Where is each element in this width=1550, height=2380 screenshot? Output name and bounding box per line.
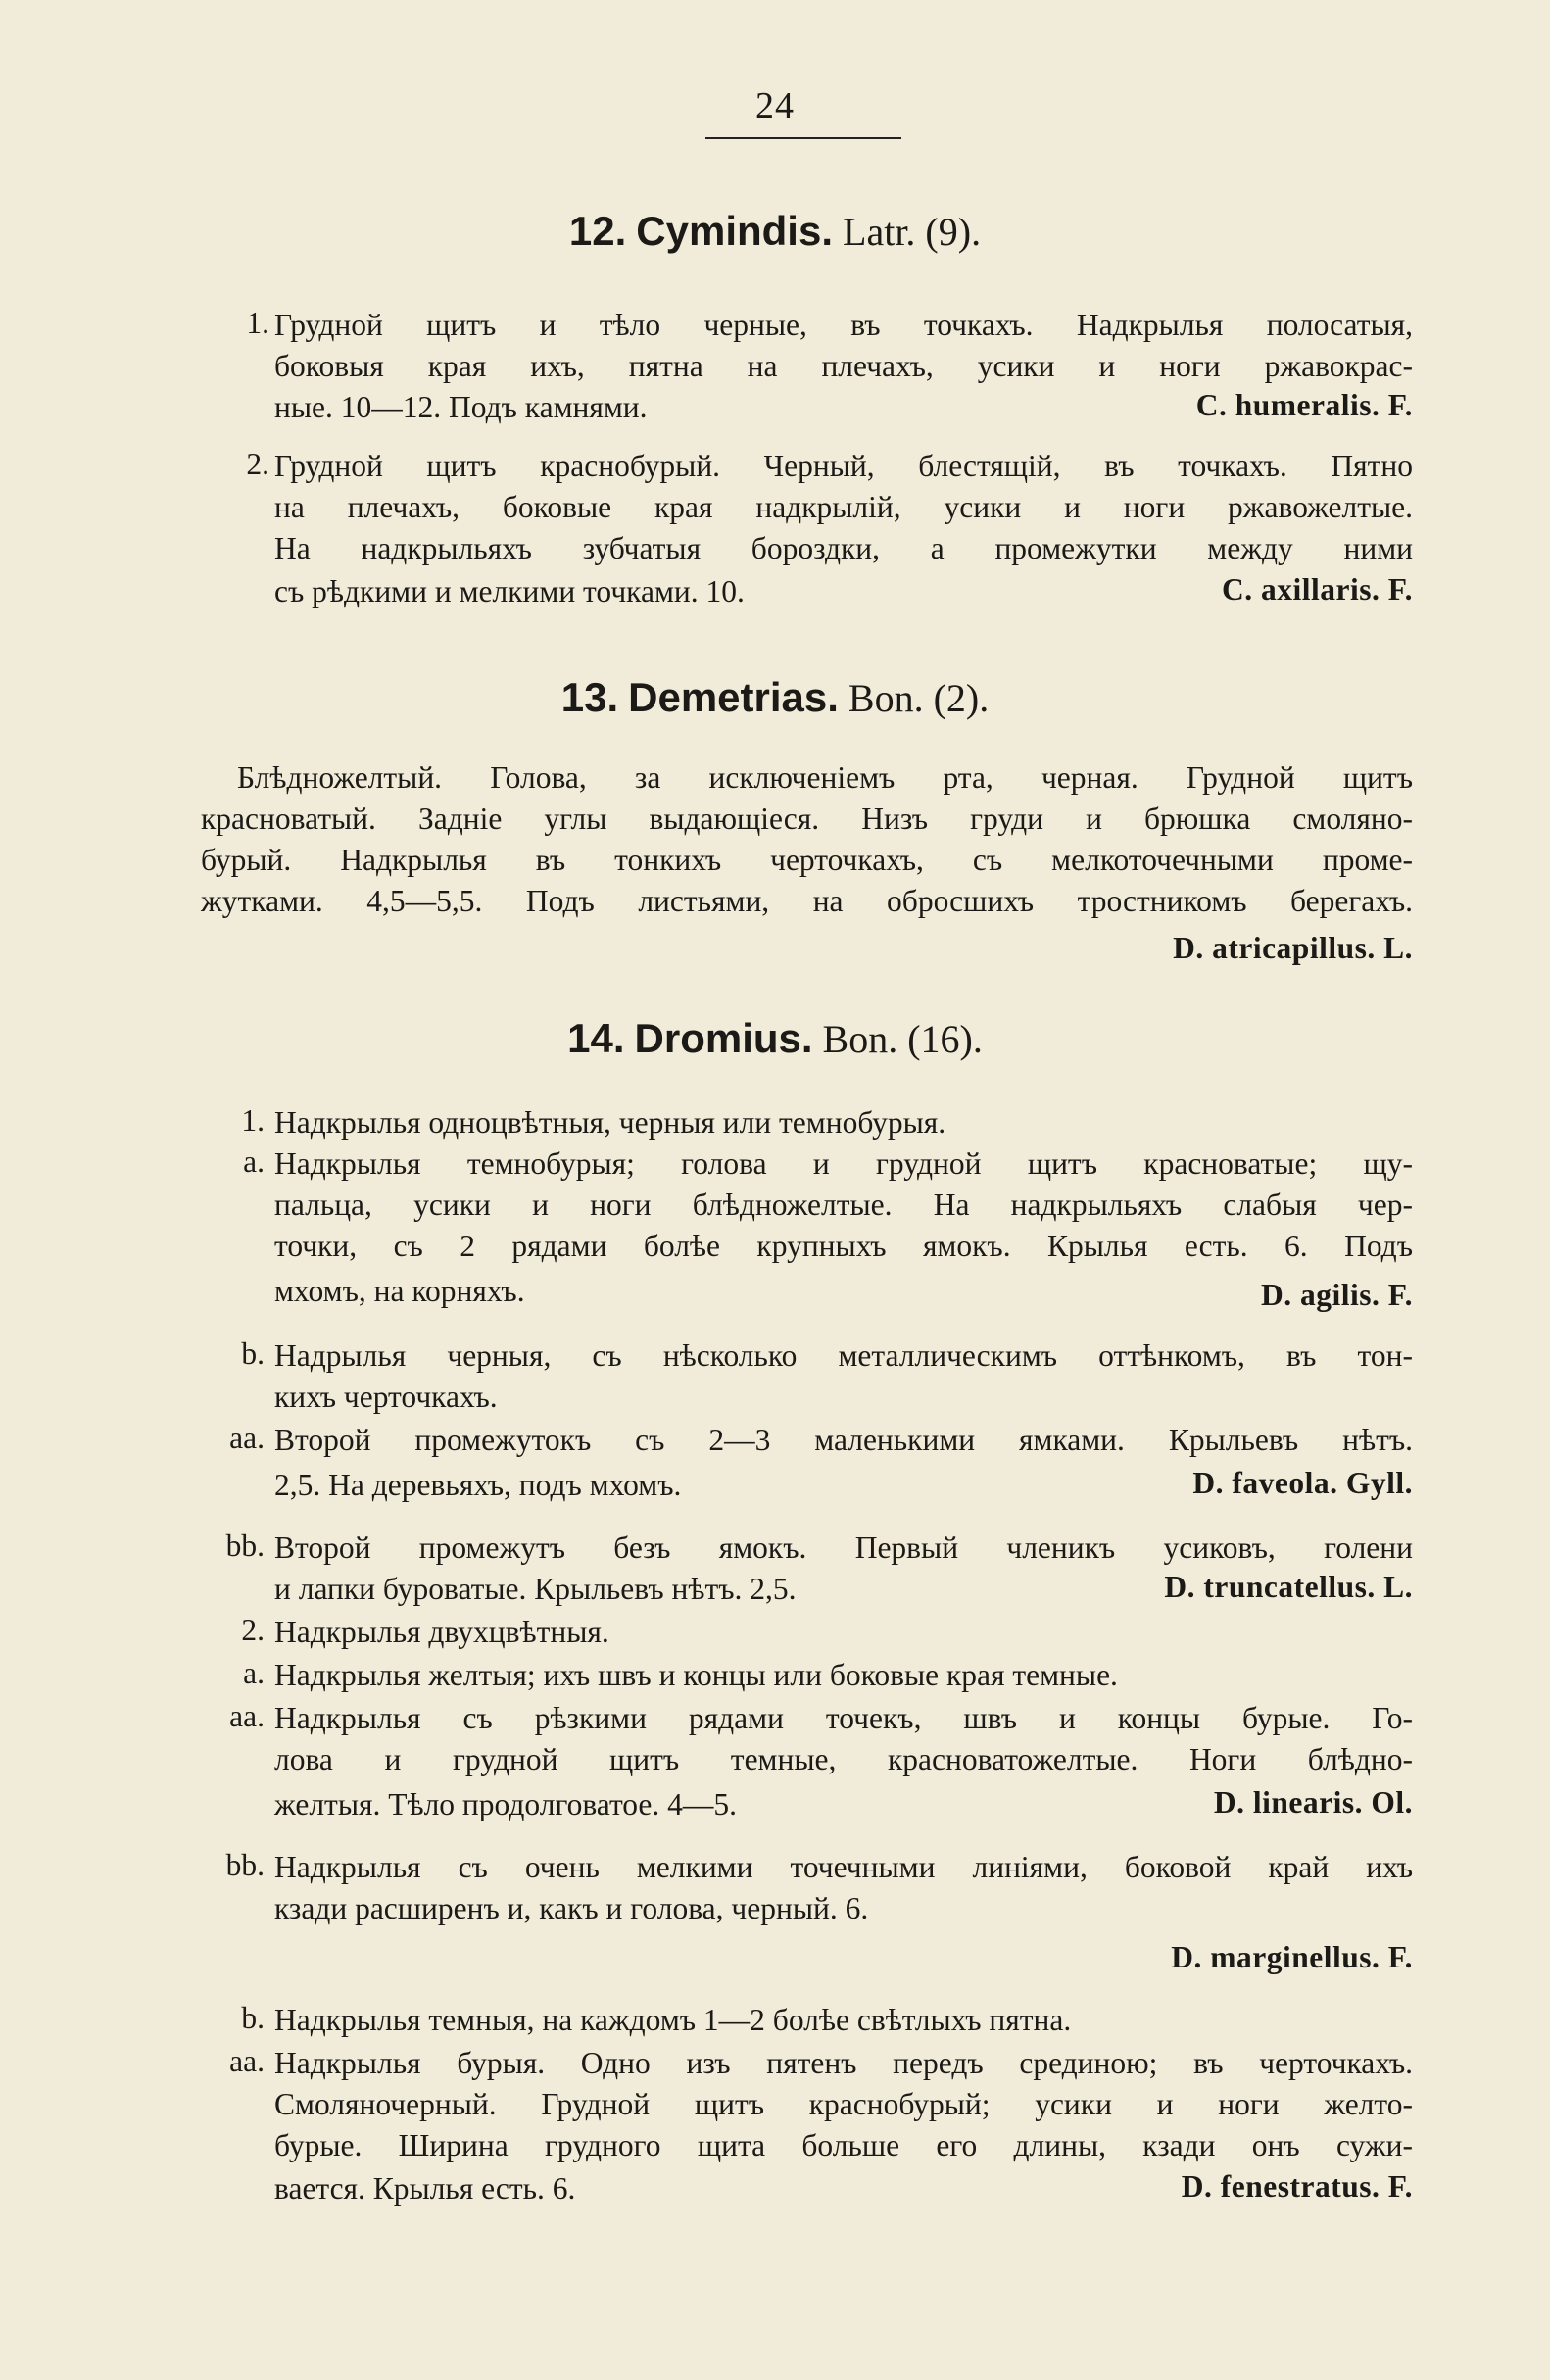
text-line: мхомъ, на корняхъ.	[274, 1274, 525, 1308]
genus-author: Bon. (2).	[848, 676, 990, 720]
text-line: Второй промежутъ безъ ямокъ. Первый членикъ усиковъ, голени	[274, 1530, 1413, 1565]
genus-author: Latr. (9).	[843, 210, 982, 254]
entry-label: aa.	[229, 1699, 265, 1733]
text-line: красноватый. Задніе углы выдающіеся. Низъ груди и брюшка смоляно-	[201, 801, 1413, 836]
text-line: Надкрылья съ рѣзкими рядами точекъ, швъ и концы бурые. Го-	[274, 1701, 1413, 1735]
text-line: пальца, усики и ноги блѣдножелтые. На надкрыльяхъ слабыя чер-	[274, 1188, 1413, 1222]
species-name: C. humeralis. F.	[1195, 388, 1413, 422]
text-line: бурые. Ширина грудного щита больше его длины, кзади онъ сужи-	[274, 2128, 1413, 2162]
species-name: D. atricapillus. L.	[1173, 931, 1413, 965]
entry-label: b.	[241, 1336, 265, 1371]
text-line: лова и грудной щитъ темные, красноватожелтые. Ноги блѣдно-	[274, 1742, 1413, 1776]
entry-label: a.	[243, 1656, 265, 1690]
text-line: бурый. Надкрылья въ тонкихъ черточкахъ, съ мелкоточечными проме-	[201, 843, 1413, 877]
species-name: C. axillaris. F.	[1222, 572, 1413, 607]
text-line: Надкрылья съ очень мелкими точечными линіями, боковой край ихъ	[274, 1850, 1413, 1884]
text-line: Надкрылья темнобурыя; голова и грудной щитъ красноватые; щу-	[274, 1146, 1413, 1181]
genus-name: Cymindis.	[636, 208, 834, 254]
text-line: Надкрылья одноцвѣтныя, черныя или темнобурыя.	[274, 1105, 946, 1140]
text-line: Надкрылья бурыя. Одно изъ пятенъ передъ срединою; въ черточкахъ.	[274, 2046, 1413, 2080]
species-name: D. faveola. Gyll.	[1192, 1466, 1413, 1500]
text-line: Надкрылья желтыя; ихъ швъ и концы или боковые края темные.	[274, 1658, 1118, 1692]
genus-author: Bon. (16).	[822, 1017, 983, 1061]
page-number: 24	[755, 85, 795, 126]
entry-label: aa.	[229, 2044, 265, 2078]
entry-label: b.	[241, 2001, 265, 2035]
section-heading-12	[0, 208, 1550, 255]
text-line: на плечахъ, боковые края надкрылій, усики и ноги ржавожелтые.	[274, 490, 1413, 524]
text-line: боковыя края ихъ, пятна на плечахъ, усики и ноги ржавокрас-	[274, 349, 1413, 383]
section-heading-13	[0, 674, 1550, 721]
species-name: D. marginellus. F.	[1171, 1940, 1413, 1974]
text-line: Второй промежутокъ съ 2—3 маленькими ямками. Крыльевъ нѣтъ.	[274, 1423, 1413, 1457]
entry-label: 2.	[241, 1613, 265, 1647]
entry-label: 1.	[241, 1103, 265, 1138]
header-rule	[705, 137, 901, 139]
text-line: Надкрылья двухцвѣтныя.	[274, 1615, 609, 1649]
text-line: Смоляночерный. Грудной щитъ краснобурый; усики и ноги желто-	[274, 2087, 1413, 2121]
entry-label: 1.	[246, 306, 269, 340]
text-line: На надкрыльяхъ зубчатыя бороздки, а промежутки между ними	[274, 531, 1413, 565]
text-line: точки, съ 2 рядами болѣе крупныхъ ямокъ. Крылья есть. 6. Подъ	[274, 1229, 1413, 1263]
text-line: вается. Крылья есть. 6.	[274, 2171, 576, 2206]
species-name: D. linearis. Ol.	[1213, 1785, 1413, 1820]
text-line: Надрылья черныя, съ нѣсколько металлическимъ оттѣнкомъ, въ тон-	[274, 1338, 1413, 1373]
entry-label: 2.	[246, 447, 269, 481]
text-line: кихъ черточкахъ.	[274, 1380, 498, 1414]
text-line: съ рѣдкими и мелкими точками. 10.	[274, 574, 745, 608]
entry-label: bb.	[225, 1848, 265, 1882]
text-line: Блѣдножелтый. Голова, за исключеніемъ рта, черная. Грудной щитъ	[237, 760, 1413, 795]
entry-label: a.	[243, 1144, 265, 1179]
text-line: 2,5. На деревьяхъ, подъ мхомъ.	[274, 1468, 682, 1502]
text-line: кзади расширенъ и, какъ и голова, черный. 6.	[274, 1891, 869, 1925]
text-line: Надкрылья темныя, на каждомъ 1—2 болѣе свѣтлыхъ пятна.	[274, 2003, 1072, 2037]
genus-name: Dromius.	[634, 1015, 813, 1061]
text-line: желтыя. Тѣло продолговатое. 4—5.	[274, 1787, 738, 1821]
species-name: D. agilis. F.	[1261, 1278, 1413, 1312]
text-line: жутками. 4,5—5,5. Подъ листьями, на обросшихъ тростникомъ берегахъ.	[201, 884, 1413, 918]
section-number: 13.	[560, 674, 619, 720]
section-number: 14.	[567, 1015, 625, 1061]
text-line: ные. 10—12. Подъ камнями.	[274, 390, 648, 424]
section-heading-14	[0, 1015, 1550, 1062]
species-name: D. fenestratus. F.	[1181, 2169, 1413, 2204]
text-line: Грудной щитъ краснобурый. Черный, блестящій, въ точкахъ. Пятно	[274, 449, 1413, 483]
genus-name: Demetrias.	[628, 674, 839, 720]
species-name: D. truncatellus. L.	[1164, 1570, 1413, 1604]
text-line: и лапки буроватые. Крыльевъ нѣтъ. 2,5.	[274, 1572, 797, 1606]
text-line: Грудной щитъ и тѣло черные, въ точкахъ. Надкрылья полосатыя,	[274, 308, 1413, 342]
entry-label: aa.	[229, 1421, 265, 1455]
section-number: 12.	[568, 208, 627, 254]
entry-label: bb.	[225, 1529, 265, 1563]
